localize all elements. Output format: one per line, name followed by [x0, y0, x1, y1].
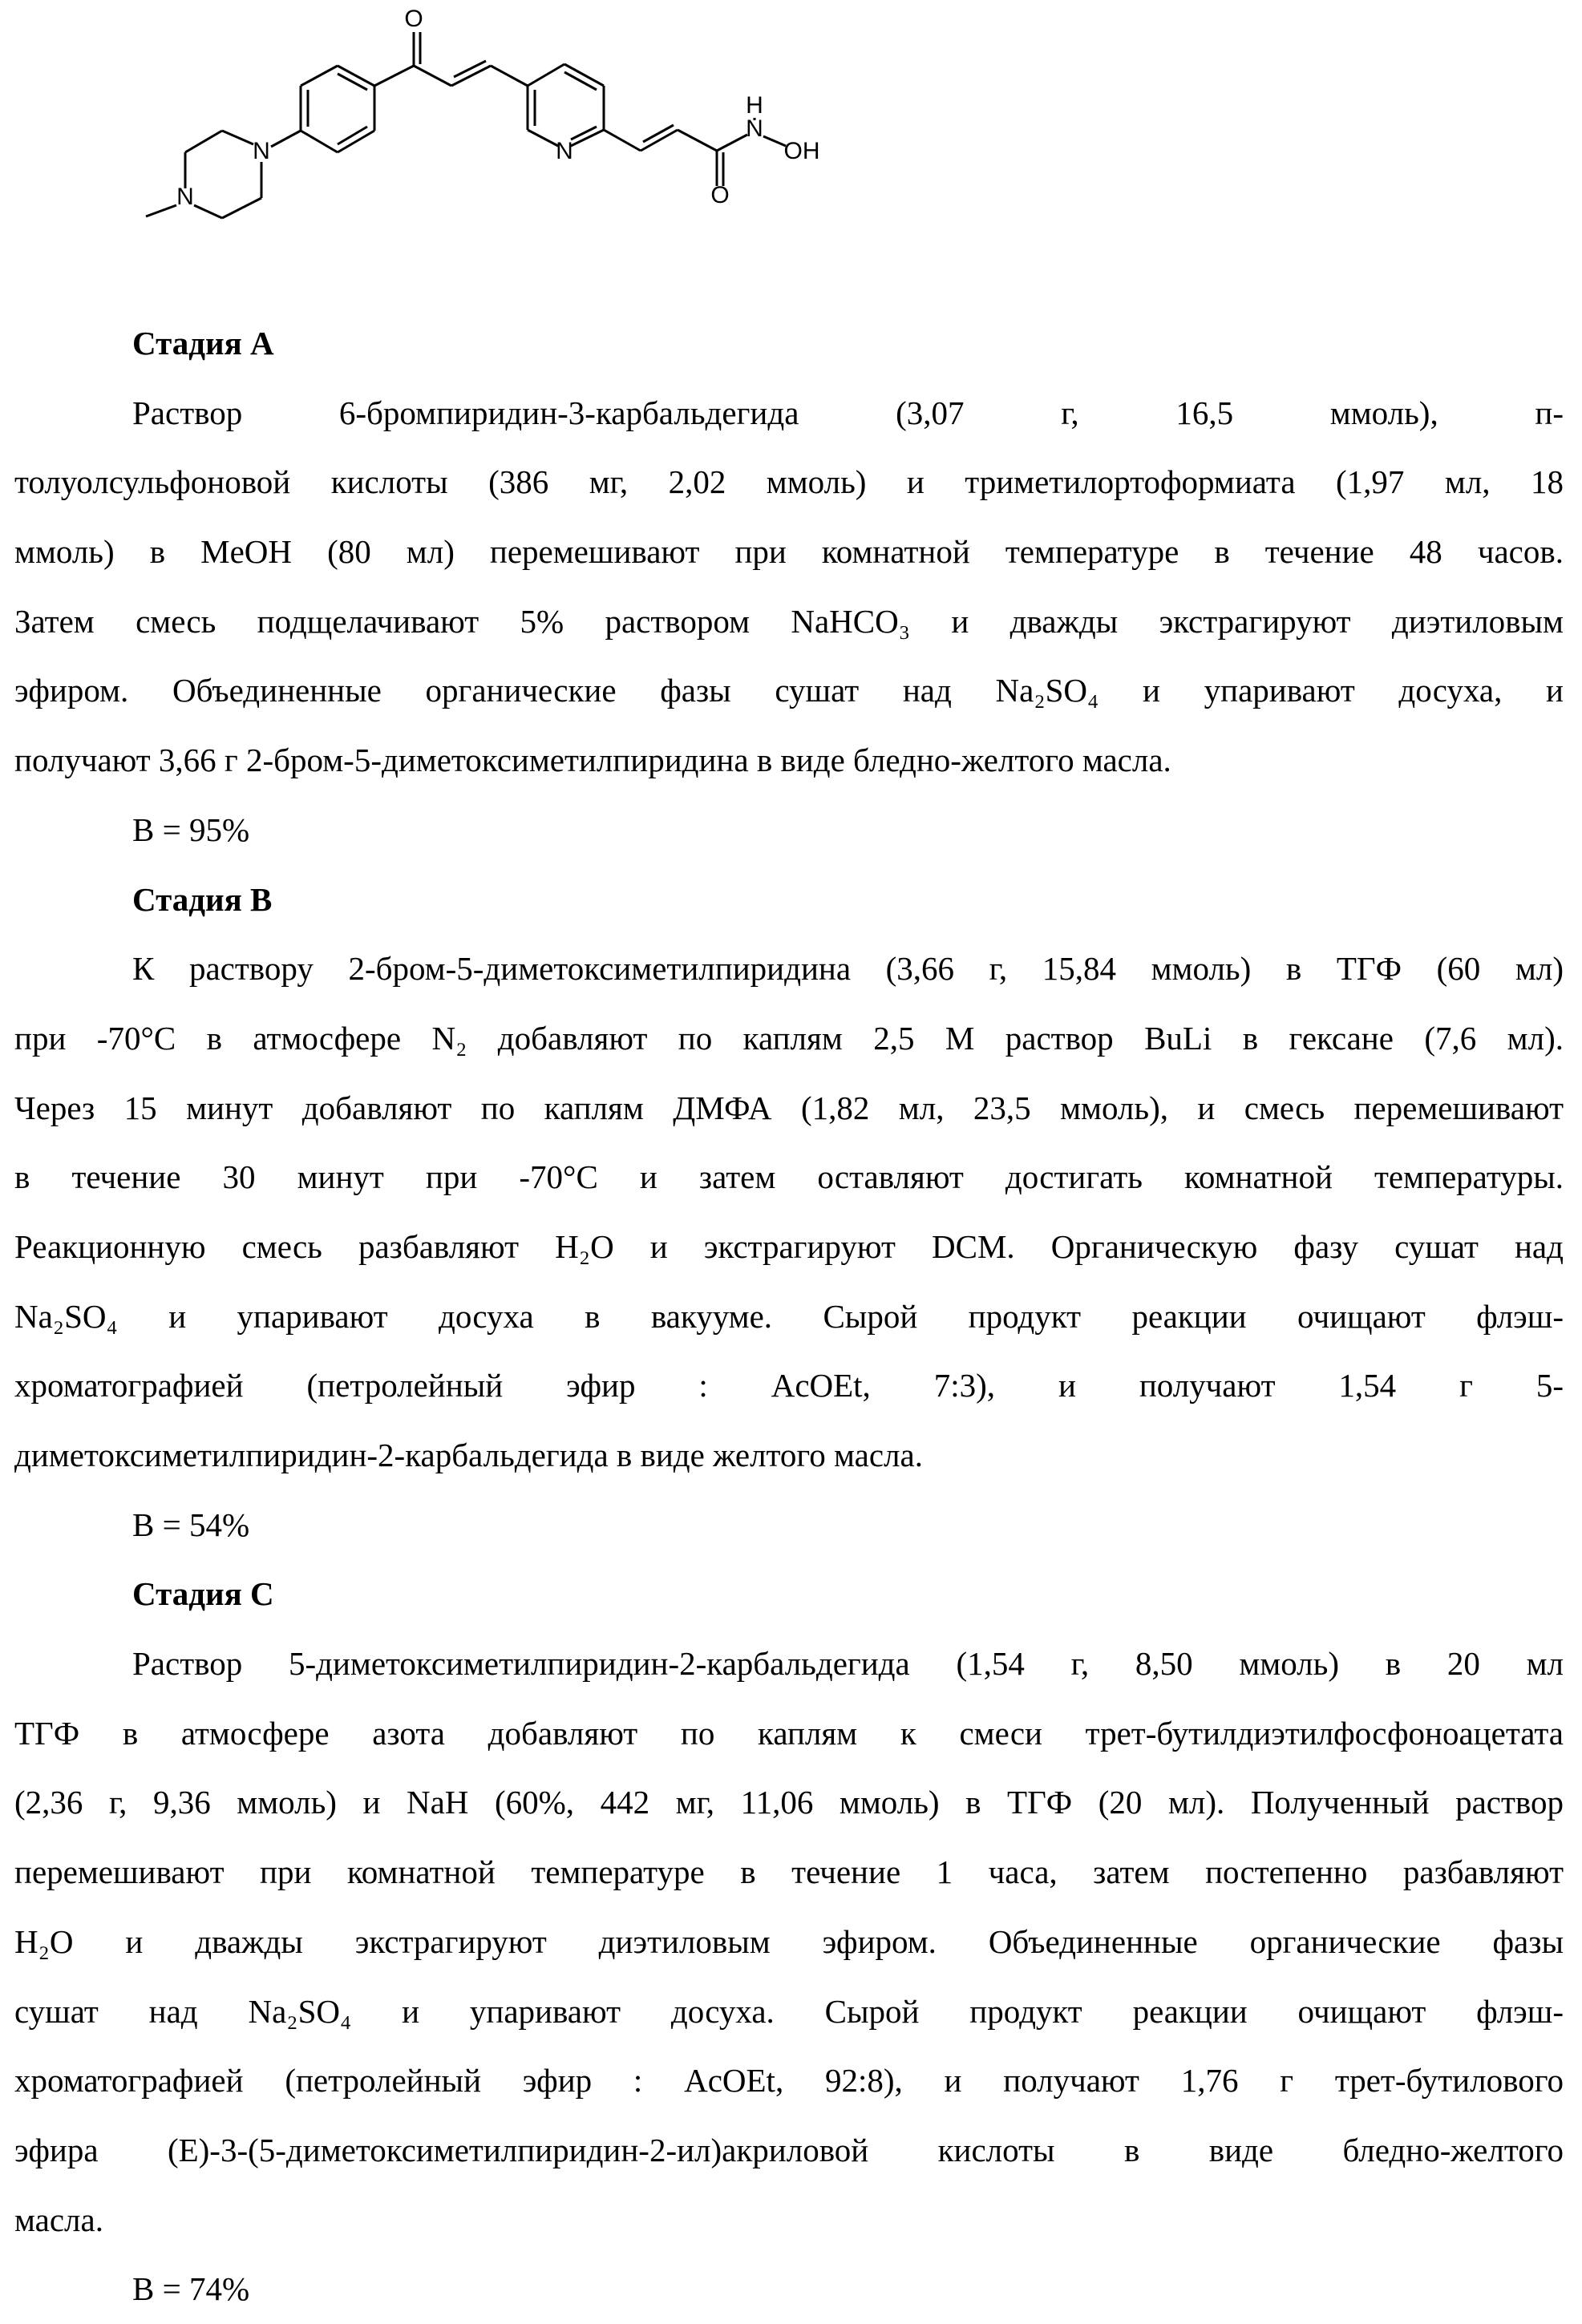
- paragraph-line: Затем смесь подщелачивают 5% раствором NaHCO₃ и дважды экстрагируют диэтиловым: [14, 587, 1564, 657]
- chemical-structure: [0, 0, 1582, 240]
- paragraph-line: при -70°C в атмосфере N₂ добавляют по каплям 2,5 М раствор BuLi в гексане (7,6 мл).: [14, 1004, 1564, 1073]
- stage-c-heading: Стадия C: [14, 1559, 1564, 1629]
- atom-label: O: [710, 182, 729, 208]
- atom-label: N: [253, 138, 270, 164]
- stage-c-yield: В = 74%: [14, 2254, 1564, 2324]
- atom-label: N: [176, 184, 194, 210]
- paragraph-line: Реакционную смесь разбавляют H₂O и экстрагируют DCM. Органическую фазу сушат над: [14, 1212, 1564, 1282]
- paragraph-line: диметоксиметилпиридин-2-карбальдегида в виде желтого масла.: [14, 1421, 1564, 1490]
- paragraph-line: Раствор 6-бромпиридин-3-карбальдегида (3,07 г, 16,5 ммоль), п-: [14, 378, 1564, 448]
- paragraph-line: Na₂SO₄ и упаривают досуха в вакууме. Сырой продукт реакции очищают флэш-: [14, 1282, 1564, 1352]
- paragraph-line: в течение 30 минут при -70°C и затем оставляют достигать комнатной температуры.: [14, 1142, 1564, 1212]
- stage-a-heading: Стадия A: [14, 309, 1564, 378]
- paragraph-line: (2,36 г, 9,36 ммоль) и NaH (60%, 442 мг, 11,06 ммоль) в ТГФ (20 мл). Полученный раствор: [14, 1768, 1564, 1837]
- paragraph-line: хроматографией (петролейный эфир : AcOEt, 7:3), и получают 1,54 г 5-: [14, 1351, 1564, 1421]
- paragraph-line: Раствор 5-диметоксиметилпиридин-2-карбальдегида (1,54 г, 8,50 ммоль) в 20 мл: [14, 1629, 1564, 1699]
- paragraph-line: толуолсульфоновой кислоты (386 мг, 2,02 ммоль) и триметилортоформиата (1,97 мл, 18: [14, 447, 1564, 517]
- paragraph-line: ммоль) в MeOH (80 мл) перемешивают при комнатной температуре в течение 48 часов.: [14, 517, 1564, 587]
- paragraph-line: ТГФ в атмосфере азота добавляют по каплям к смеси трет-бутилдиэтилфосфоноацетата: [14, 1699, 1564, 1768]
- stage-b-yield: В = 54%: [14, 1490, 1564, 1560]
- stage-b-heading: Стадия B: [14, 865, 1564, 935]
- atom-label: O: [404, 6, 423, 32]
- paragraph-line: масла.: [14, 2185, 1564, 2255]
- atom-label: N: [746, 115, 763, 142]
- atom-label: OH: [784, 138, 820, 164]
- document-body: [14, 309, 1564, 2324]
- atom-label: N: [556, 138, 573, 164]
- paragraph-line: сушат над Na₂SO₄ и упаривают досуха. Сырой продукт реакции очищают флэш-: [14, 1977, 1564, 2047]
- paragraph-line: эфира (E)-3-(5-диметоксиметилпиридин-2-ил)акриловой кислоты в виде бледно-желтого: [14, 2116, 1564, 2185]
- paragraph-line: перемешивают при комнатной температуре в течение 1 часа, затем постепенно разбавляют: [14, 1837, 1564, 1907]
- paragraph-line: H₂O и дважды экстрагируют диэтиловым эфиром. Объединенные органические фазы: [14, 1907, 1564, 1977]
- paragraph-line: получают 3,66 г 2-бром-5-диметоксиметилпиридина в виде бледно-желтого масла.: [14, 725, 1564, 795]
- paragraph-line: К раствору 2-бром-5-диметоксиметилпиридина (3,66 г, 15,84 ммоль) в ТГФ (60 мл): [14, 934, 1564, 1004]
- stage-a-yield: В = 95%: [14, 795, 1564, 865]
- paragraph-line: хроматографией (петролейный эфир : AcOEt, 92:8), и получают 1,76 г трет-бутилового: [14, 2046, 1564, 2116]
- paragraph-line: Через 15 минут добавляют по каплям ДМФА (1,82 мл, 23,5 ммоль), и смесь перемешивают: [14, 1073, 1564, 1143]
- paragraph-line: эфиром. Объединенные органические фазы сушат над Na₂SO₄ и упаривают досуха, и: [14, 656, 1564, 725]
- atom-label: H: [746, 92, 763, 119]
